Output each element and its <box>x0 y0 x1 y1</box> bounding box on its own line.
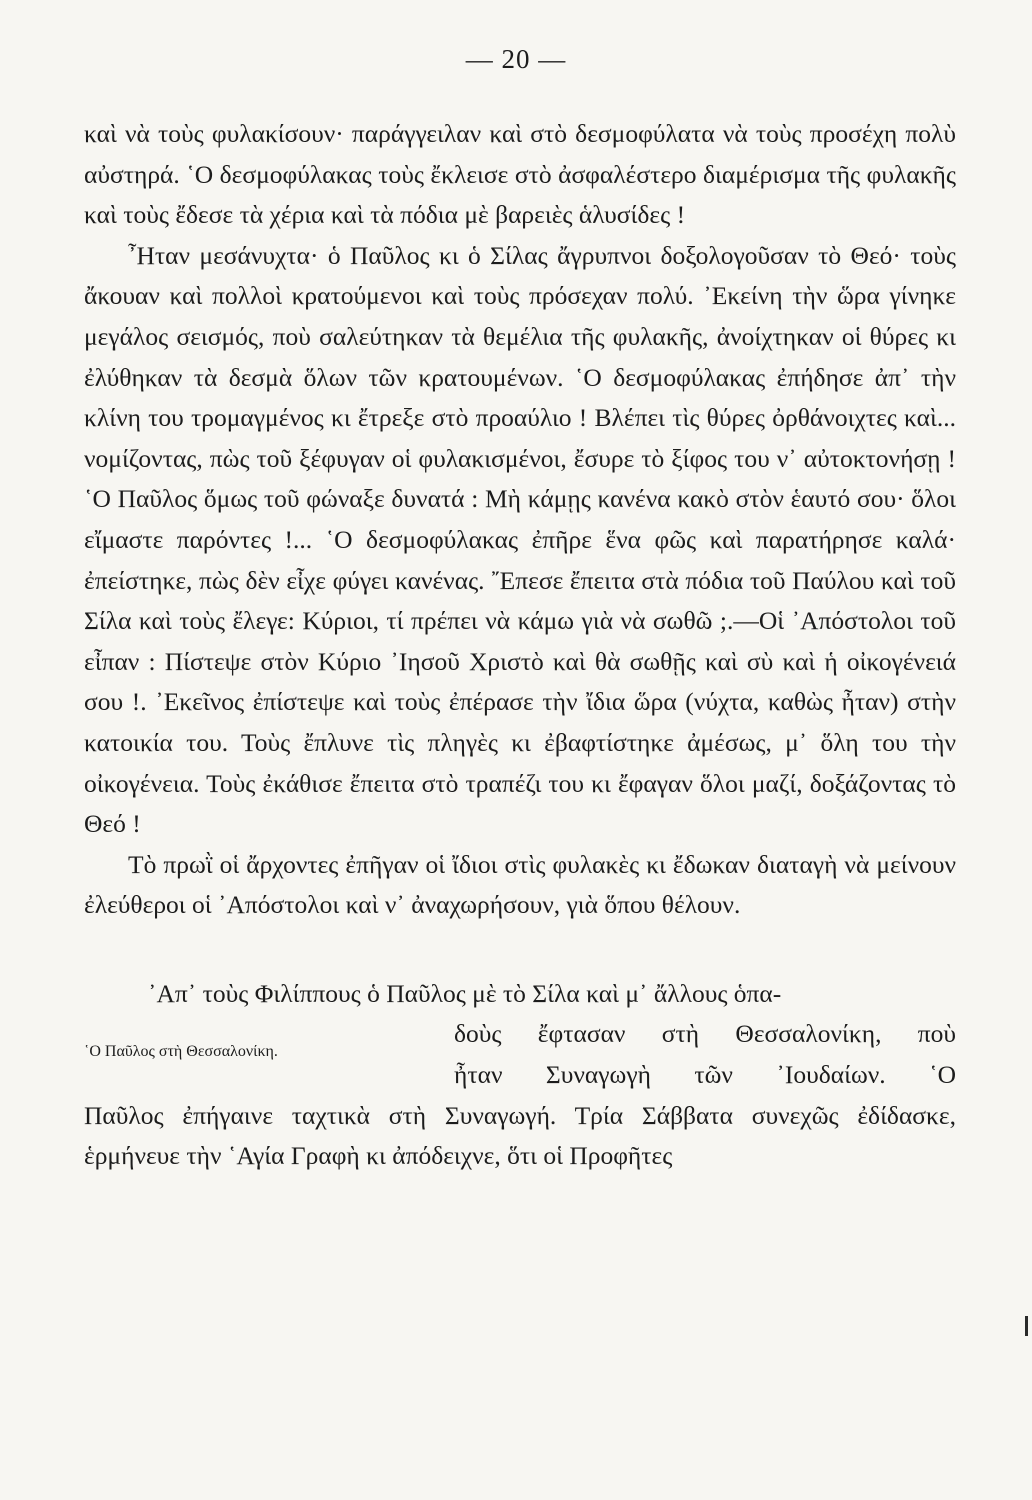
sidenote-block <box>84 1014 956 1095</box>
paragraph-4 <box>84 974 956 1177</box>
paragraph-3: Τὸ πρωῒ οἱ ἄρχοντες ἐπῆγαν οἱ ἴδιοι στὶς φυλακὲς κι ἔδωκαν διαταγὴ νὰ μείνουν ἐλεύθεροι οἱ ᾿Απόστολοι καὶ ν᾿ ἀναχωρήσουν, γιὰ ὅπου θέλουν. <box>84 849 956 920</box>
paragraph-4-side-line-1: δοὺς ἔφτασαν στὴ Θεσσαλονίκη, ποὺ <box>454 1019 956 1049</box>
section-gap <box>84 926 956 974</box>
page-body <box>84 114 956 1177</box>
scan-edge-mark <box>1025 1316 1028 1336</box>
paragraph-4-rest: Παῦλος ἐπήγαινε ταχτικὰ στὴ Συναγωγή. Τρία Σάββατα συνεχῶς ἐδίδασκε, ἑρμήνευε τὴν ῾Αγία Γραφὴ κι ἀπόδειχνε, ὅτι οἱ Προφῆτες <box>84 1100 956 1171</box>
paragraph-4-side-lines <box>454 1014 956 1095</box>
paragraph-4-side-line-2: ἦταν Συναγωγὴ τῶν ᾿Ιουδαίων. ῾Ο <box>454 1060 956 1090</box>
page-number: — 20 — <box>465 44 567 74</box>
margin-note: ῾Ο Παῦλος στὴ Θεσσαλονίκη. <box>84 1043 278 1061</box>
paragraph-2: ῏Ηταν μεσάνυχτα· ὁ Παῦλος κι ὁ Σίλας ἄγρυπνοι δοξολογοῦσαν τὸ Θεό· τοὺς ἄκουαν καὶ πολλοὶ κρατούμενοι καὶ τοὺς πρόσεχαν πολύ. ᾿Εκείνη τὴν ὥρα γίνηκε μεγάλος σεισμός, ποὺ σαλεύτηκαν τὰ θεμέλια τῆς φυλακῆς, ἀνοίχτηκαν οἱ θύρες κι ἐλύθηκαν τὰ δεσμὰ ὅλων τῶν κρατουμένων. ῾Ο δεσμοφύλακας ἐπήδησε ἀπ᾿ τὴν κλίνη του τρομαγμένος κι ἔτρεξε στὸ προαύλιο ! Βλέπει τὶς θύρες ὀρθάνοιχτες καὶ... νομίζοντας, πὼς τοῦ ξέφυγαν οἱ φυλακισμένοι, ἔσυρε τὸ ξίφος του ν᾿ αὐτοκτονήσῃ ! ῾Ο Παῦλος ὅμως τοῦ φώναξε δυνατά : Μὴ κάμῃς κανένα κακὸ στὸν ἑαυτό σου· ὅλοι εἴμαστε παρόντες !... ῾Ο δεσμοφύλακας ἐπῆρε ἕνα φῶς καὶ παρατήρησε καλά· ἐπείστηκε, πὼς δὲν εἶχε φύγει κανένας. ῎Επεσε ἔπειτα στὰ πόδια τοῦ Παύλου καὶ τοῦ Σίλα καὶ τοὺς ἔλεγε: Κύριοι, τί πρέπει νὰ κάμω γιὰ νὰ σωθῶ ;.—Οἱ ᾿Απόστολοι τοῦ εἶπαν : Πίστεψε στὸν Κύριο ᾿Ιησοῦ Χριστὸ καὶ θὰ σωθῇς καὶ σὺ καὶ ἡ οἰκογένειά σου !. ᾿Εκεῖνος ἐπίστεψε καὶ τοὺς ἐπέρασε τὴν ἴδια ὥρα (νύχτα, καθὼς ἦταν) στὴν κατοικία του. Τοὺς ἔπλυνε τὶς πληγὲς κι ἐβαφτίστηκε ἀμέσως, μ᾿ ὅλη του τὴν οἰκογένεια. Τοὺς ἐκάθισε ἔπειτα στὸ τραπέζι του κι ἔφαγαν ὅλοι μαζί, δοξάζοντας τὸ Θεό ! <box>84 240 956 839</box>
paragraph-4-first-line: ᾿Απ᾿ τοὺς Φιλίππους ὁ Παῦλος μὲ τὸ Σίλα καὶ μ᾿ ἄλλους ὁπα- <box>148 978 782 1008</box>
paragraph-1: καὶ νὰ τοὺς φυλακίσουν· παράγγειλαν καὶ στὸ δεσμοφύλατα νὰ τοὺς προσέχη πολὺ αὐστηρά. ῾Ο δεσμοφύλακας τοὺς ἔκλεισε στὸ ἀσφαλέστερο διαμέρισμα τῆς φυλακῆς καὶ τοὺς ἔδεσε τὰ χέρια καὶ τὰ πόδια μὲ βαρειὲς ἁλυσίδες ! <box>84 119 956 230</box>
